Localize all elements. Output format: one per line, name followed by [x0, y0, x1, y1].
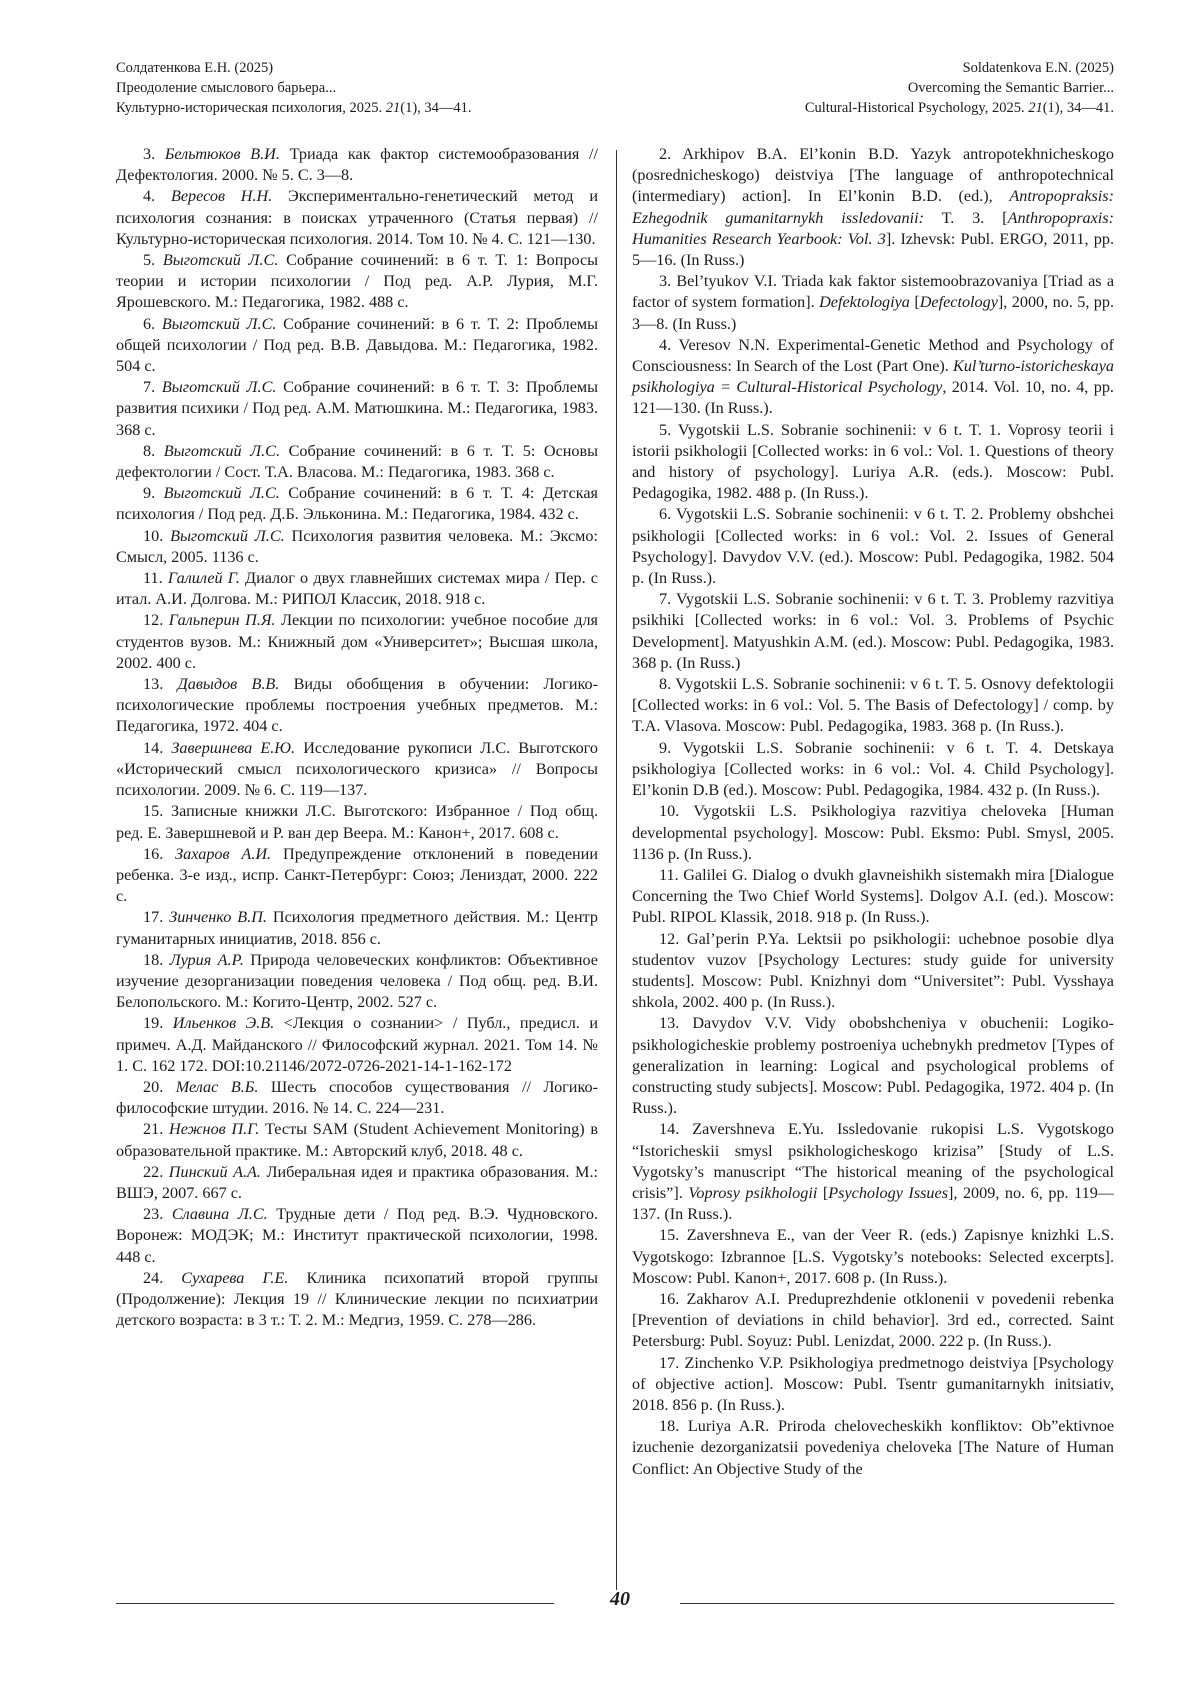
reference-text: Vygotskii L.S. Sobranie sochinenii: v 6 t. T. 5. Osnovy defektologii [Collected works: in 6 vol.: Vol. 5. The Basis of Defectology] / comp. by T.A. Vlasova. Moscow: Publ. Pedagogika, 1983. 368 p. (In Russ.).: [632, 675, 1114, 735]
reference-text: Vygotskii L.S. Sobranie sochinenii: v 6 t. T. 4. Detskaya psikhologiya [Collected works: in 6 vol.: Vol. 4. Child Psychology]. El’konin D.B (ed.). Moscow: Publ. Pedagogika, 1984. 432 p. (In Russ.).: [632, 739, 1114, 799]
reference-number: 18.: [143, 951, 170, 969]
reference-text: Психология развития человека. М.: Эксмо: Смысл, 2005. 1136 с.: [116, 527, 598, 566]
references-russian: [116, 144, 598, 1331]
footer-rule-right: [680, 1603, 1114, 1604]
reference-number: 14.: [659, 1120, 692, 1138]
reference-item: [116, 144, 598, 186]
reference-source-title: Antropopraksis: Ezhegodnik gumanitarnykh issledovanii:: [632, 187, 1114, 226]
reference-number: 17.: [143, 908, 169, 926]
reference-text: Gal’perin P.Ya. Lektsii po psikhologii: uchebnoe posobie dlya studentov vuzov [Psychology Lectures: study guide for university students]. Moscow: Publ. Knizhnyi dom “Universitet”: Publ. Vysshaya shkola, 2002. 400 p. (In Russ.).: [632, 930, 1114, 1012]
reference-item: [632, 1416, 1114, 1480]
reference-text: Психология предметного действия. М.: Центр гуманитарных инициатив, 2018. 856 с.: [116, 908, 598, 947]
reference-text: Либеральная идея и практика образования. М.: ВШЭ, 2007. 667 с.: [116, 1163, 598, 1202]
reference-item: [632, 271, 1114, 335]
reference-text: ], 2009, no. 6, pp. 119—137. (In Russ.).: [632, 1184, 1114, 1223]
reference-item: [116, 844, 598, 908]
reference-number: 9.: [659, 739, 682, 757]
reference-text: [: [817, 1184, 828, 1202]
reference-number: 18.: [659, 1417, 688, 1435]
reference-item: [632, 589, 1114, 674]
reference-text: <Лекция о сознании> / Публ., предисл. и примеч. А.Д. Майданского // Философский журнал. 2021. Том 14. № 1. С. 162 172. DOI:10.21146/2072-0726-2021-14-1-162-172: [116, 1014, 598, 1074]
reference-number: 3.: [659, 272, 676, 290]
reference-number: 7.: [143, 378, 162, 396]
reference-item: [632, 929, 1114, 1014]
reference-text: Шесть способов существования // Логико-философские штудии. 2016. № 14. С. 224—231.: [116, 1078, 598, 1117]
reference-author: Вересов Н.Н.: [171, 187, 272, 205]
reference-text: Zinchenko V.P. Psikhologiya predmetnogo deistviya [Psychology of objective action]. Moscow: Publ. Tsentr gumanitarnykh initsiativ, 2018. 856 p. (In Russ.).: [632, 1354, 1114, 1414]
reference-number: 19.: [143, 1014, 173, 1032]
reference-number: 17.: [659, 1354, 685, 1372]
reference-item: [116, 801, 598, 843]
reference-text: Экспериментально-генетический метод и психология сознания: в поисках утраченного (Статья первая) // Культурно-историческая психология. 2014. Том 10. № 4. С. 121—130.: [116, 187, 598, 247]
reference-author: Выготский Л.С.: [164, 442, 280, 460]
reference-author: Выготский Л.С.: [163, 251, 279, 269]
reference-item: [632, 1119, 1114, 1225]
column-divider: [616, 150, 617, 1590]
reference-text: Veresov N.N. Experimental-Genetic Method and Psychology of Consciousness: In Search of the Lost (Part One).: [632, 336, 1114, 375]
reference-number: 13.: [143, 675, 178, 693]
reference-item: [116, 250, 598, 314]
reference-author: Гальперин П.Я.: [169, 611, 276, 629]
reference-number: 15.: [659, 1226, 687, 1244]
reference-text: Galilei G. Dialog o dvukh glavneishikh sistemakh mira [Dialogue Concerning the Two Chief World Systems]. Dolgov A.I. (ed.). Moscow: Publ. RIPOL Klassik, 2018. 918 p. (In Russ.).: [632, 866, 1114, 926]
reference-source-title: Anthropopraxis: Humanities Research Yearbook: Vol. 3: [632, 209, 1114, 248]
reference-number: 16.: [143, 845, 175, 863]
reference-item: [632, 335, 1114, 420]
reference-item: [116, 1119, 598, 1161]
reference-number: 14.: [143, 739, 171, 757]
reference-item: [116, 1204, 598, 1268]
reference-item: [116, 1077, 598, 1119]
reference-number: 4.: [659, 336, 679, 354]
reference-item: [116, 186, 598, 250]
reference-text: Записные книжки Л.С. Выготского: Избранное / Под общ. ред. Е. Завершневой и Р. ван дер Веера. М.: Канон+, 2017. 608 с.: [116, 802, 598, 841]
reference-author: Галилей Г.: [168, 569, 240, 587]
reference-item: [632, 1353, 1114, 1417]
reference-text: Тесты SAM (Student Achievement Monitoring) в образовательной практике. М.: Авторский клуб, 2018. 48 с.: [116, 1120, 598, 1159]
page-number: 40: [590, 1588, 650, 1611]
reference-author: Лурия А.Р.: [170, 951, 244, 969]
reference-item: [116, 483, 598, 525]
reference-number: 5.: [659, 421, 678, 439]
reference-item: [116, 1013, 598, 1077]
reference-number: 22.: [143, 1163, 169, 1181]
reference-number: 8.: [143, 442, 164, 460]
header-left-line: Солдатенкова Е.Н. (2025): [116, 58, 472, 78]
reference-number: 12.: [143, 611, 169, 629]
reference-author: Нежнов П.Г.: [169, 1120, 259, 1138]
reference-number: 7.: [659, 590, 676, 608]
reference-item: [116, 738, 598, 802]
reference-number: 3.: [143, 145, 165, 163]
reference-text: Zavershneva E., van der Veer R. (eds.) Zapisnye knizhki L.S. Vygotskogo: Izbrannoe [L.S. Vygotsky’s notebooks: Selected excerpts]. Moscow: Publ. Kanon+, 2017. 608 p. (In Russ.).: [632, 1226, 1114, 1286]
header-left-line: Культурно-историческая психология, 2025. 21(1), 34—41.: [116, 98, 472, 118]
reference-author: Зинченко В.П.: [169, 908, 267, 926]
reference-number: 21.: [143, 1120, 169, 1138]
reference-author: Ильенков Э.В.: [173, 1014, 275, 1032]
reference-author: Сухарева Г.Е.: [181, 1269, 288, 1287]
reference-text: Vygotskii L.S. Sobranie sochinenii: v 6 t. T. 3. Problemy razvitiya psikhiki [Collected works: in 6 vol.: Vol. 3. Problems of Psychic Development]. Matyushkin A.M. (ed.). Moscow: Publ. Pedagogika, 1983. 368 p. (In Russ.): [632, 590, 1114, 672]
header-left-line: Преодоление смыслового барьера...: [116, 78, 472, 98]
reference-item: [632, 1013, 1114, 1119]
reference-item: [116, 377, 598, 441]
reference-item: [632, 504, 1114, 589]
reference-text: Клиника психопатий второй группы (Продолжение): Лекция 19 // Клинические лекции по психиатрии детского возраста: в 3 т.: Т. 2. М.: Медгиз, 1959. С. 278—286.: [116, 1269, 598, 1329]
reference-item: [116, 314, 598, 378]
reference-text: Luriya A.R. Priroda chelovecheskikh konfliktov: Ob”ektivnoe izuchenie dezorganizatsii povedeniya cheloveka [The Nature of Human Conflict: An Objective Study of the: [632, 1417, 1114, 1477]
reference-text: Диалог о двух главнейших системах мира / Пер. с итал. А.И. Долгова. М.: РИПОЛ Классик, 2018. 918 с.: [116, 569, 598, 608]
reference-text: Собрание сочинений: в 6 т. Т. 4: Детская психология / Под ред. Д.Б. Эльконина. М.: Педагогика, 1984. 432 с.: [116, 484, 598, 523]
reference-item: [116, 568, 598, 610]
reference-author: Давыдов В.В.: [178, 675, 280, 693]
reference-author: Славина Л.С.: [172, 1205, 268, 1223]
reference-number: 11.: [143, 569, 168, 587]
reference-text: [: [910, 293, 920, 311]
reference-item: [632, 144, 1114, 271]
reference-number: 5.: [143, 251, 163, 269]
reference-source-title: Defektologiya: [819, 293, 910, 311]
reference-number: 13.: [659, 1014, 692, 1032]
reference-text: Трудные дети / Под ред. В.Э. Чудновского. Воронеж: МОДЭК; М.: Институт практической психологии, 1998. 448 с.: [116, 1205, 598, 1265]
references-transliterated: [632, 144, 1114, 1480]
header-left: [116, 58, 472, 118]
reference-author: Захаров А.И.: [175, 845, 271, 863]
reference-number: 10.: [659, 802, 693, 820]
reference-item: [116, 907, 598, 949]
reference-text: Триада как фактор системообразования // Дефектология. 2000. № 5. С. 3—8.: [116, 145, 598, 184]
running-header: [116, 58, 1114, 122]
reference-text: Davydov V.V. Vidy obobshcheniya v obuchenii: Logiko-psikhologicheskie problemy postroeniya uchebnykh predmetov [Types of generalization in learning: Logical and psychological problems of constructing study subjects]. Moscow: Publ. Pedagogika, 1972. 404 p. (In Russ.).: [632, 1014, 1114, 1117]
footer-rule-left: [116, 1603, 554, 1604]
reference-number: 11.: [659, 866, 683, 884]
reference-number: 15.: [143, 802, 171, 820]
reference-number: 20.: [143, 1078, 176, 1096]
reference-author: Мелас В.Б.: [176, 1078, 259, 1096]
reference-text: Природа человеческих конфликтов: Объективное изучение дезорганизации поведения человека / Под общ. ред. В.И. Белопольского. М.: Когито-Центр, 2002. 527 с.: [116, 951, 598, 1011]
reference-author: Бельтюков В.И.: [165, 145, 280, 163]
reference-text: Zavershneva E.Yu. Issledovanie rukopisi L.S. Vygotskogo “Istoricheskii smysl psikhologicheskogo krizisa” [Study of L.S. Vygotsky’s manuscript “The historical meaning of the psychological crisis”].: [632, 1120, 1114, 1202]
reference-author: Выготский Л.С.: [170, 527, 285, 545]
reference-item: [116, 1162, 598, 1204]
reference-item: [632, 1225, 1114, 1289]
reference-number: 10.: [143, 527, 170, 545]
reference-number: 6.: [143, 315, 162, 333]
header-right: [805, 58, 1114, 118]
reference-text: ]. Izhevsk: Publ. ERGO, 2011, pp. 5—16. (In Russ.): [632, 230, 1114, 269]
reference-number: 23.: [143, 1205, 172, 1223]
reference-item: [632, 801, 1114, 865]
reference-text: Предупреждение отклонений в поведении ребенка. 3-е изд., испр. Санкт-Петербург: Союз; Лениздат, 2000. 222 с.: [116, 845, 598, 905]
reference-text: Arkhipov B.A. El’konin B.D. Yazyk antropotekhnicheskogo (posrednicheskogo) deistviya [The language of anthropotechnical (intermediary) action]. In El’konin B.D. (ed.),: [632, 145, 1114, 205]
reference-source-title: Voprosy psikhologii: [688, 1184, 817, 1202]
reference-number: 8.: [659, 675, 675, 693]
reference-number: 12.: [659, 930, 687, 948]
header-right-line: Cultural-Historical Psychology, 2025. 21(1), 34—41.: [805, 98, 1114, 118]
reference-number: 16.: [659, 1290, 687, 1308]
reference-author: Выготский Л.С.: [164, 484, 280, 502]
reference-author: Пинский А.А.: [169, 1163, 261, 1181]
reference-text: Собрание сочинений: в 6 т. Т. 5: Основы дефектологии / Сост. Т.А. Власова. М.: Педагогика, 1983. 368 с.: [116, 442, 598, 481]
reference-text: Bel’tyukov V.I. Triada kak faktor sistemoobrazovaniya [Triad as a factor of system formation].: [632, 272, 1114, 311]
reference-number: 9.: [143, 484, 164, 502]
reference-item: [116, 674, 598, 738]
reference-item: [116, 1268, 598, 1332]
reference-text: Собрание сочинений: в 6 т. Т. 3: Проблемы развития психики / Под ред. А.М. Матюшкина. М.: Педагогика, 1983. 368 с.: [116, 378, 598, 438]
reference-number: 6.: [659, 505, 676, 523]
reference-author: Завершнева Е.Ю.: [171, 739, 295, 757]
reference-item: [632, 420, 1114, 505]
header-right-line: Overcoming the Semantic Barrier...: [805, 78, 1114, 98]
reference-source-title: Defectology: [920, 293, 998, 311]
reference-source-title: Kul’turno-istoricheskaya psikhologiya = Cultural-Historical Psychology: [632, 357, 1114, 396]
reference-number: 4.: [143, 187, 171, 205]
reference-text: Собрание сочинений: в 6 т. Т. 1: Вопросы теории и истории психологии / Под ред. А.Р. Лурия, М.Г. Ярошевского. М.: Педагогика, 1982. 488 с.: [116, 251, 598, 311]
reference-text: Zakharov A.I. Preduprezhdenie otklonenii v povedenii rebenka [Prevention of deviations in child behavior]. 3rd ed., corrected. Saint Petersburg: Publ. Soyuz: Publ. Lenizdat, 2000. 222 p. (In Russ.).: [632, 1290, 1114, 1350]
reference-item: [632, 865, 1114, 929]
reference-item: [116, 526, 598, 568]
reference-text: Vygotskii L.S. Sobranie sochinenii: v 6 t. T. 2. Problemy obshchei psikhologii [Collected works: in 6 vol.: Vol. 2. Issues of General Psychology]. Davydov V.V. (ed.). Moscow: Publ. Pedagogika, 1982. 504 p. (In Russ.).: [632, 505, 1114, 587]
reference-author: Выготский Л.С.: [162, 315, 277, 333]
reference-author: Выготский Л.С.: [162, 378, 277, 396]
reference-source-title: Psychology Issues: [828, 1184, 948, 1202]
reference-item: [116, 441, 598, 483]
reference-text: Исследование рукописи Л.С. Выготского «Исторический смысл психологического кризиса» // Вопросы психологии. 2009. № 6. С. 119—137.: [116, 739, 598, 799]
reference-number: 2.: [659, 145, 682, 163]
header-right-line: Soldatenkova E.N. (2025): [805, 58, 1114, 78]
reference-text: Виды обобщения в обучении: Логико-психологические проблемы построения учебных предметов. М.: Педагогика, 1972. 404 с.: [116, 675, 598, 735]
reference-text: Собрание сочинений: в 6 т. Т. 2: Проблемы общей психологии / Под ред. В.В. Давыдова. М.: Педагогика, 1982. 504 с.: [116, 315, 598, 375]
reference-item: [632, 738, 1114, 802]
reference-text: Лекции по психологии: учебное пособие для студентов вузов. М.: Книжный дом «Университет»; Высшая школа, 2002. 400 с.: [116, 611, 598, 671]
reference-text: , 2014. Vol. 10, no. 4, pp. 121—130. (In Russ.).: [632, 378, 1114, 417]
references-columns: [116, 144, 1114, 1584]
reference-item: [632, 1289, 1114, 1353]
reference-item: [632, 674, 1114, 738]
reference-number: 24.: [143, 1269, 181, 1287]
reference-text: Vygotskii L.S. Psikhologiya razvitiya cheloveka [Human developmental psychology]. Moscow: Publ. Eksmo: Publ. Smysl, 2005. 1136 p. (In Russ.).: [632, 802, 1114, 862]
reference-text: T. 3. [: [924, 209, 1008, 227]
reference-text: ], 2000, no. 5, pp. 3—8. (In Russ.): [632, 293, 1114, 332]
reference-item: [116, 610, 598, 674]
reference-item: [116, 950, 598, 1014]
reference-text: Vygotskii L.S. Sobranie sochinenii: v 6 t. T. 1. Voprosy teorii i istorii psikhologii [Collected works: in 6 vol.: Vol. 1. Questions of theory and history of psychology]. Luriya A.R. (eds.). Moscow: Publ. Pedagogika, 1982. 488 p. (In Russ.).: [632, 421, 1114, 503]
